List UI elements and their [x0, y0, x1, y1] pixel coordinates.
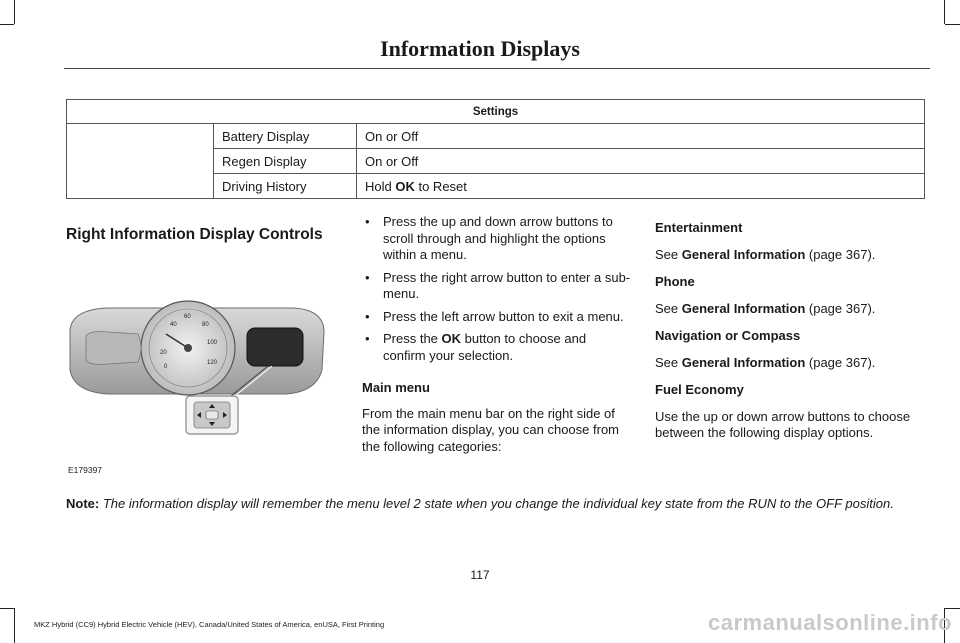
table-cell-value: On or Off — [357, 149, 925, 174]
footer-text: MKZ Hybrid (CC9) Hybrid Electric Vehicle (HEV), Canada/United States of America, enUSA, First Printing — [34, 620, 385, 629]
note-label: Note: — [66, 496, 100, 511]
gauge-label: 20 — [160, 350, 167, 356]
gauge-label: 60 — [184, 314, 191, 320]
category-heading: Phone — [655, 274, 695, 289]
category-heading: Navigation or Compass — [655, 328, 801, 343]
table-cell-value: Hold OK to Reset — [357, 174, 925, 199]
table-blank-cell — [67, 124, 214, 199]
fuel-economy-text: Use the up or down arrow buttons to choose between the following display options. — [655, 408, 911, 440]
page-number: 117 — [470, 568, 490, 582]
figure-code: E179397 — [68, 465, 103, 475]
instrument-cluster-illustration — [66, 300, 328, 445]
note-text: The information display will remember the menu level 2 state when you change the individual key state from the RUN to the OFF position. — [99, 496, 894, 511]
controls-list — [362, 214, 632, 364]
bullet: • — [365, 214, 370, 229]
main-menu-heading: Main menu — [362, 380, 430, 395]
gauge-label: 40 — [170, 322, 177, 328]
crop-mark — [945, 24, 960, 25]
header-rule — [64, 68, 930, 69]
page-title: Information Displays — [380, 36, 580, 61]
controls-column — [362, 214, 632, 455]
category-reference: See General Information (page 367). — [655, 354, 876, 370]
bullet: • — [365, 308, 370, 324]
list-item: • Press the left arrow button to exit a menu. — [365, 308, 624, 324]
crop-mark — [945, 608, 960, 609]
gauge-label: 100 — [207, 340, 218, 346]
table-cell-item: Regen Display — [214, 149, 357, 174]
table-header-row — [67, 100, 925, 124]
crop-mark — [0, 608, 14, 609]
crop-mark — [14, 608, 15, 643]
fuel-economy-heading: Fuel Economy — [655, 382, 744, 397]
list-item: • Press the OK button to choose and confirm your selection. — [365, 331, 587, 363]
crop-mark — [14, 0, 15, 24]
crop-mark — [0, 24, 14, 25]
table-cell-value: On or Off — [357, 124, 925, 149]
settings-table — [66, 99, 925, 199]
crop-mark — [944, 0, 945, 24]
gauge-label: 80 — [202, 322, 209, 328]
table-cell-item: Battery Display — [214, 124, 357, 149]
right-information-display — [247, 328, 303, 366]
watermark: carmanualsonline.info — [708, 610, 952, 635]
table-cell-item: Driving History — [214, 174, 357, 199]
section-heading: Right Information Display Controls — [66, 226, 323, 243]
table-row — [67, 124, 925, 149]
table-heading: Settings — [67, 100, 925, 124]
cross-reference-link: General Information — [681, 300, 806, 316]
gauge-label: 0 — [164, 364, 168, 370]
category-reference: See General Information (page 367). — [655, 246, 876, 262]
gauge-label: 120 — [207, 360, 218, 366]
cross-reference-link: General Information — [681, 246, 806, 262]
bullet: • — [365, 269, 370, 285]
category-reference: See General Information (page 367). — [655, 300, 876, 316]
main-menu-text: From the main menu bar on the right side of the information display, you can choose from the following categories: — [362, 405, 620, 454]
left-display-panel — [86, 332, 141, 365]
list-item: • Press the right arrow button to enter a sub-menu. — [365, 269, 631, 301]
note-paragraph — [66, 495, 932, 513]
categories-column — [655, 220, 930, 442]
bullet: • — [365, 331, 370, 346]
list-item: • Press the up and down arrow buttons to scroll through and highlight the options within a menu. — [365, 214, 613, 262]
category-heading: Entertainment — [655, 220, 743, 235]
cross-reference-link: General Information — [681, 354, 806, 370]
